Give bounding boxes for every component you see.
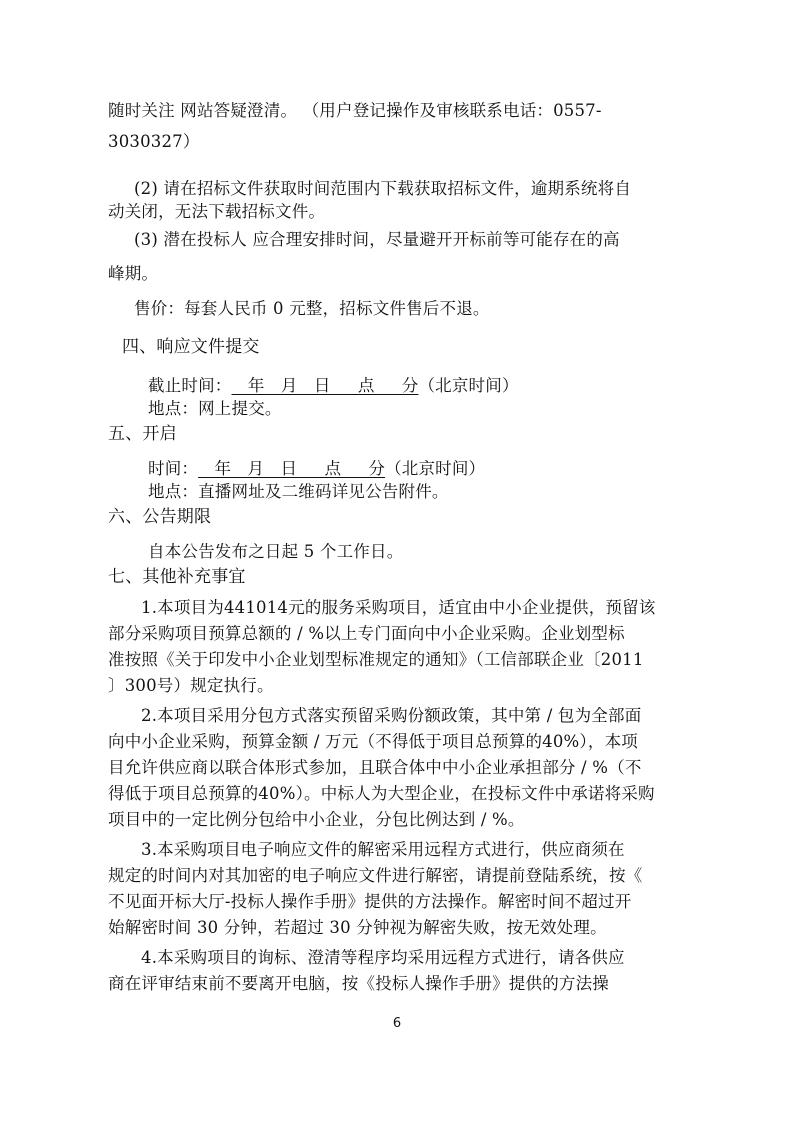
text-line: 向中小企业采购，预算金额 / 万元（不得低于项目总预算的40%），本项 [108,732,638,751]
time-label: 时间： [148,459,199,478]
text-line: 始解密时间 30 分钟，若超过 30 分钟视为解密失败，按无效处理。 [108,918,607,937]
deadline-label: 截止时间： [148,376,232,395]
section-heading: 六、公告期限 [108,507,212,527]
time-suffix: （北京时间） [385,459,486,478]
text-line: 动关闭，无法下载招标文件。 [108,202,326,221]
text-line: 4.本采购项目的询标、澄清等程序均采用远程方式进行，请各供应 [141,948,625,967]
text-line: 得低于项目总预算的40%）。中标人为大型企业，在投标文件中承诺将采购 [108,784,655,803]
text-line: 项目中的一定比例分包给中小企业，分包比例达到 / %。 [108,810,525,829]
page-number: 6 [392,1016,402,1031]
deadline-blank: 年 月 日 点 分 [231,376,419,395]
text-line: 准按照《关于印发中小企业划型标准规定的通知》（工信部联企业〔2011 [108,650,644,669]
deadline-suffix: （北京时间） [418,376,519,395]
text-line: 目允许供应商以联合体形式参加，且联合体中中小企业承担部分 / %（不 [108,758,642,777]
time-blank: 年 月 日 点 分 [198,459,386,478]
text-line: 随时关注 网站答疑澄清。 （用户登记操作及审核联系电话：0557- [108,101,602,120]
text-line: 地点：网上提交。 [148,399,282,418]
section-heading: 七、其他补充事宜 [108,567,246,587]
text-line: 峰期。 [108,264,159,283]
text-line: 自本公告发布之日起 5 个工作日。 [148,542,404,561]
text-line: 3.本采购项目电子响应文件的解密采用远程方式进行，供应商须在 [141,840,625,859]
section-heading: 四、响应文件提交 [122,337,260,357]
text-line: 不见面开标大厅-投标人操作手册》提供的方法操作。解密时间不超过开 [108,892,632,911]
price-line: 售价：每套人民币 0 元整，招标文件售后不退。 [134,299,490,318]
deadline-line [148,375,519,397]
text-line: 规定的时间内对其加密的电子响应文件进行解密，请提前登陆系统，按《 [108,866,643,885]
text-line: 3030327） [108,132,200,151]
open-time-line [148,458,485,480]
text-line: 部分采购项目预算总额的 / %以上专门面向中小企业采购。企业划型标 [108,624,625,643]
text-line: 地点：直播网址及二维码详见公告附件。 [148,482,449,501]
text-line: 2.本项目采用分包方式落实预留采购份额政策，其中第 / 包为全部面 [141,706,642,725]
section-heading: 五、开启 [108,424,177,444]
text-line: (2) 请在招标文件获取时间范围内下载获取招标文件，逾期系统将自 [134,179,632,198]
text-line: 商在评审结束前不要离开电脑，按《投标人操作手册》提供的方法操 [108,974,609,993]
text-line: 〕300号）规定执行。 [108,676,274,695]
text-line: (3) 潜在投标人 应合理安排时间，尽量避开开标前等可能存在的高 [134,230,620,249]
text-line: 1.本项目为441014元的服务采购项目，适宜由中小企业提供，预留该 [141,598,656,617]
